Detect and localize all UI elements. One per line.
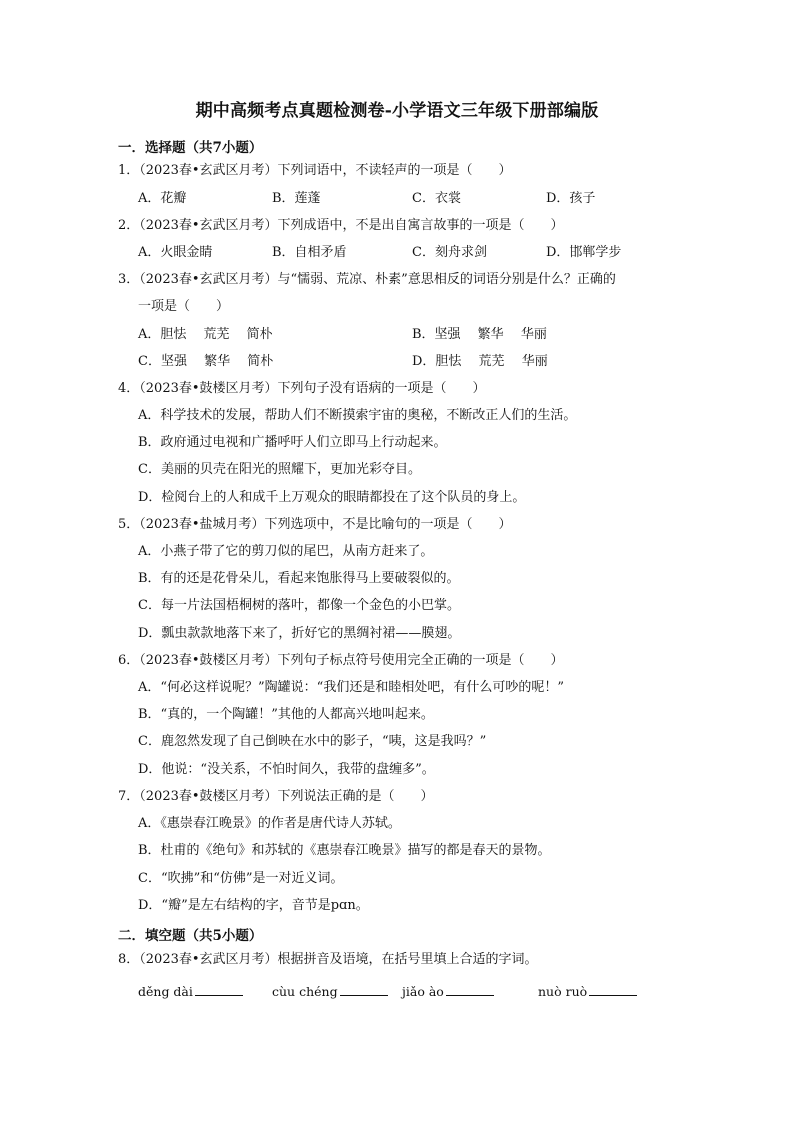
question-7-option-b: B．杜甫的《绝句》和苏轼的《惠崇春江晚景》描写的都是春天的景物。 [138, 843, 551, 858]
question-2-option-a: A．火眼金睛 [138, 245, 213, 260]
question-4-option-b: B．政府通过电视和广播呼吁人们立即马上行动起来。 [138, 435, 447, 450]
question-3-stem-continued: 一项是（ ） [138, 299, 230, 314]
pinyin-item-2 [272, 983, 388, 999]
question-6-option-b: B．“真的，一个陶罐！”其他的人都高兴地叫起来。 [138, 707, 434, 722]
question-4-option-a: A．科学技术的发展，帮助人们不断摸索宇宙的奥秘，不断改正人们的生活。 [138, 408, 577, 423]
question-5-option-c: C．每一片法国梧桐树的落叶，都像一个金色的小巴掌。 [138, 598, 460, 613]
pinyin-item-4 [538, 983, 637, 999]
question-7-option-d: D．“瓣”是左右结构的字，音节是pɑn。 [138, 898, 369, 913]
page-title: 期中高频考点真题检测卷-小学语文三年级下册部编版 [195, 101, 599, 121]
question-1-option-b: B．莲蓬 [272, 191, 321, 206]
pinyin-text: cù​u chéng [272, 984, 338, 999]
question-5-option-b: B．有的还是花骨朵儿，看起来饱胀得马上要破裂似的。 [138, 571, 460, 586]
question-4-option-d: D．检阅台上的人和成千上万观众的眼睛都投在了这个队员的身上。 [138, 490, 526, 505]
question-6-option-d: D．他说：“没关系，不怕时间久，我带的盘缠多”。 [138, 762, 435, 777]
pinyin-text: jiǎo ào [402, 984, 444, 999]
question-3-option-a: A．胆怯 荒芜 简朴 [138, 327, 273, 342]
question-6-option-a: A．“何必这样说呢？”陶罐说：“我们还是和睦相处吧，有什么可吵的呢！” [138, 680, 564, 695]
pinyin-item-3 [402, 983, 494, 999]
question-5-option-a: A．小燕子带了它的剪刀似的尾巴，从南方赶来了。 [138, 544, 434, 559]
question-2-stem: 2．（2023春•玄武区月考）下列成语中，不是出自寓言故事的一项是（ ） [118, 218, 564, 233]
question-8-stem: 8．（2023春•玄武区月考）根据拼音及语境，在括号里填上合适的字词。 [118, 952, 538, 967]
question-3-option-d: D．胆怯 荒芜 华丽 [412, 354, 548, 369]
question-3-stem: 3．（2023春•玄武区月考）与“懦弱、荒凉、朴素”意思相反的词语分别是什么？正确的 [118, 272, 616, 287]
answer-blank[interactable] [446, 983, 494, 996]
answer-blank[interactable] [195, 983, 243, 996]
pinyin-text: děng dài [138, 984, 193, 999]
question-2-option-c: C．刻舟求剑 [412, 245, 487, 260]
answer-blank[interactable] [589, 983, 637, 996]
question-3-option-b: B．坚强 繁华 华丽 [412, 327, 547, 342]
question-4-option-c: C．美丽的贝壳在阳光的照耀下，更加光彩夺目。 [138, 462, 421, 477]
question-4-stem: 4．（2023春•鼓楼区月考）下列句子没有语病的一项是（ ） [118, 381, 486, 396]
section-heading-fill: 二．填空题（共5小题） [118, 928, 263, 944]
question-1-stem: 1．（2023春•玄武区月考）下列词语中，不读轻声的一项是（ ） [118, 163, 512, 178]
question-7-stem: 7．（2023春•鼓楼区月考）下列说法正确的是（ ） [118, 789, 434, 804]
question-5-stem: 5．（2023春•盐城月考）下列选项中，不是比喻句的一项是（ ） [118, 517, 512, 532]
pinyin-item-1 [138, 983, 243, 999]
question-1-option-d: D．孩子 [546, 191, 596, 206]
question-7-option-c: C．“吹拂”和“仿佛”是一对近义词。 [138, 871, 344, 886]
question-3-option-c: C．坚强 繁华 简朴 [138, 354, 274, 369]
question-2-option-d: D．邯郸学步 [546, 245, 622, 260]
question-1-option-a: A．花瓣 [138, 191, 187, 206]
section-heading-choice: 一．选择题（共7小题） [118, 140, 263, 156]
question-2-option-b: B．自相矛盾 [272, 245, 347, 260]
question-6-stem: 6．（2023春•鼓楼区月考）下列句子标点符号使用完全正确的一项是（ ） [118, 653, 564, 668]
pinyin-text: nuò ruò [538, 984, 588, 999]
question-1-option-c: C．衣裳 [412, 191, 461, 206]
question-5-option-d: D．瓢虫款款地落下来了，折好它的黑绸衬裙——膜翅。 [138, 626, 461, 641]
question-7-option-a: A．《惠崇春江晚景》的作者是唐代诗人苏轼。 [138, 816, 401, 831]
answer-blank[interactable] [340, 983, 388, 996]
question-6-option-c: C．鹿忽然发现了自己倒映在水中的影子，“咦，这是我吗？” [138, 734, 487, 749]
